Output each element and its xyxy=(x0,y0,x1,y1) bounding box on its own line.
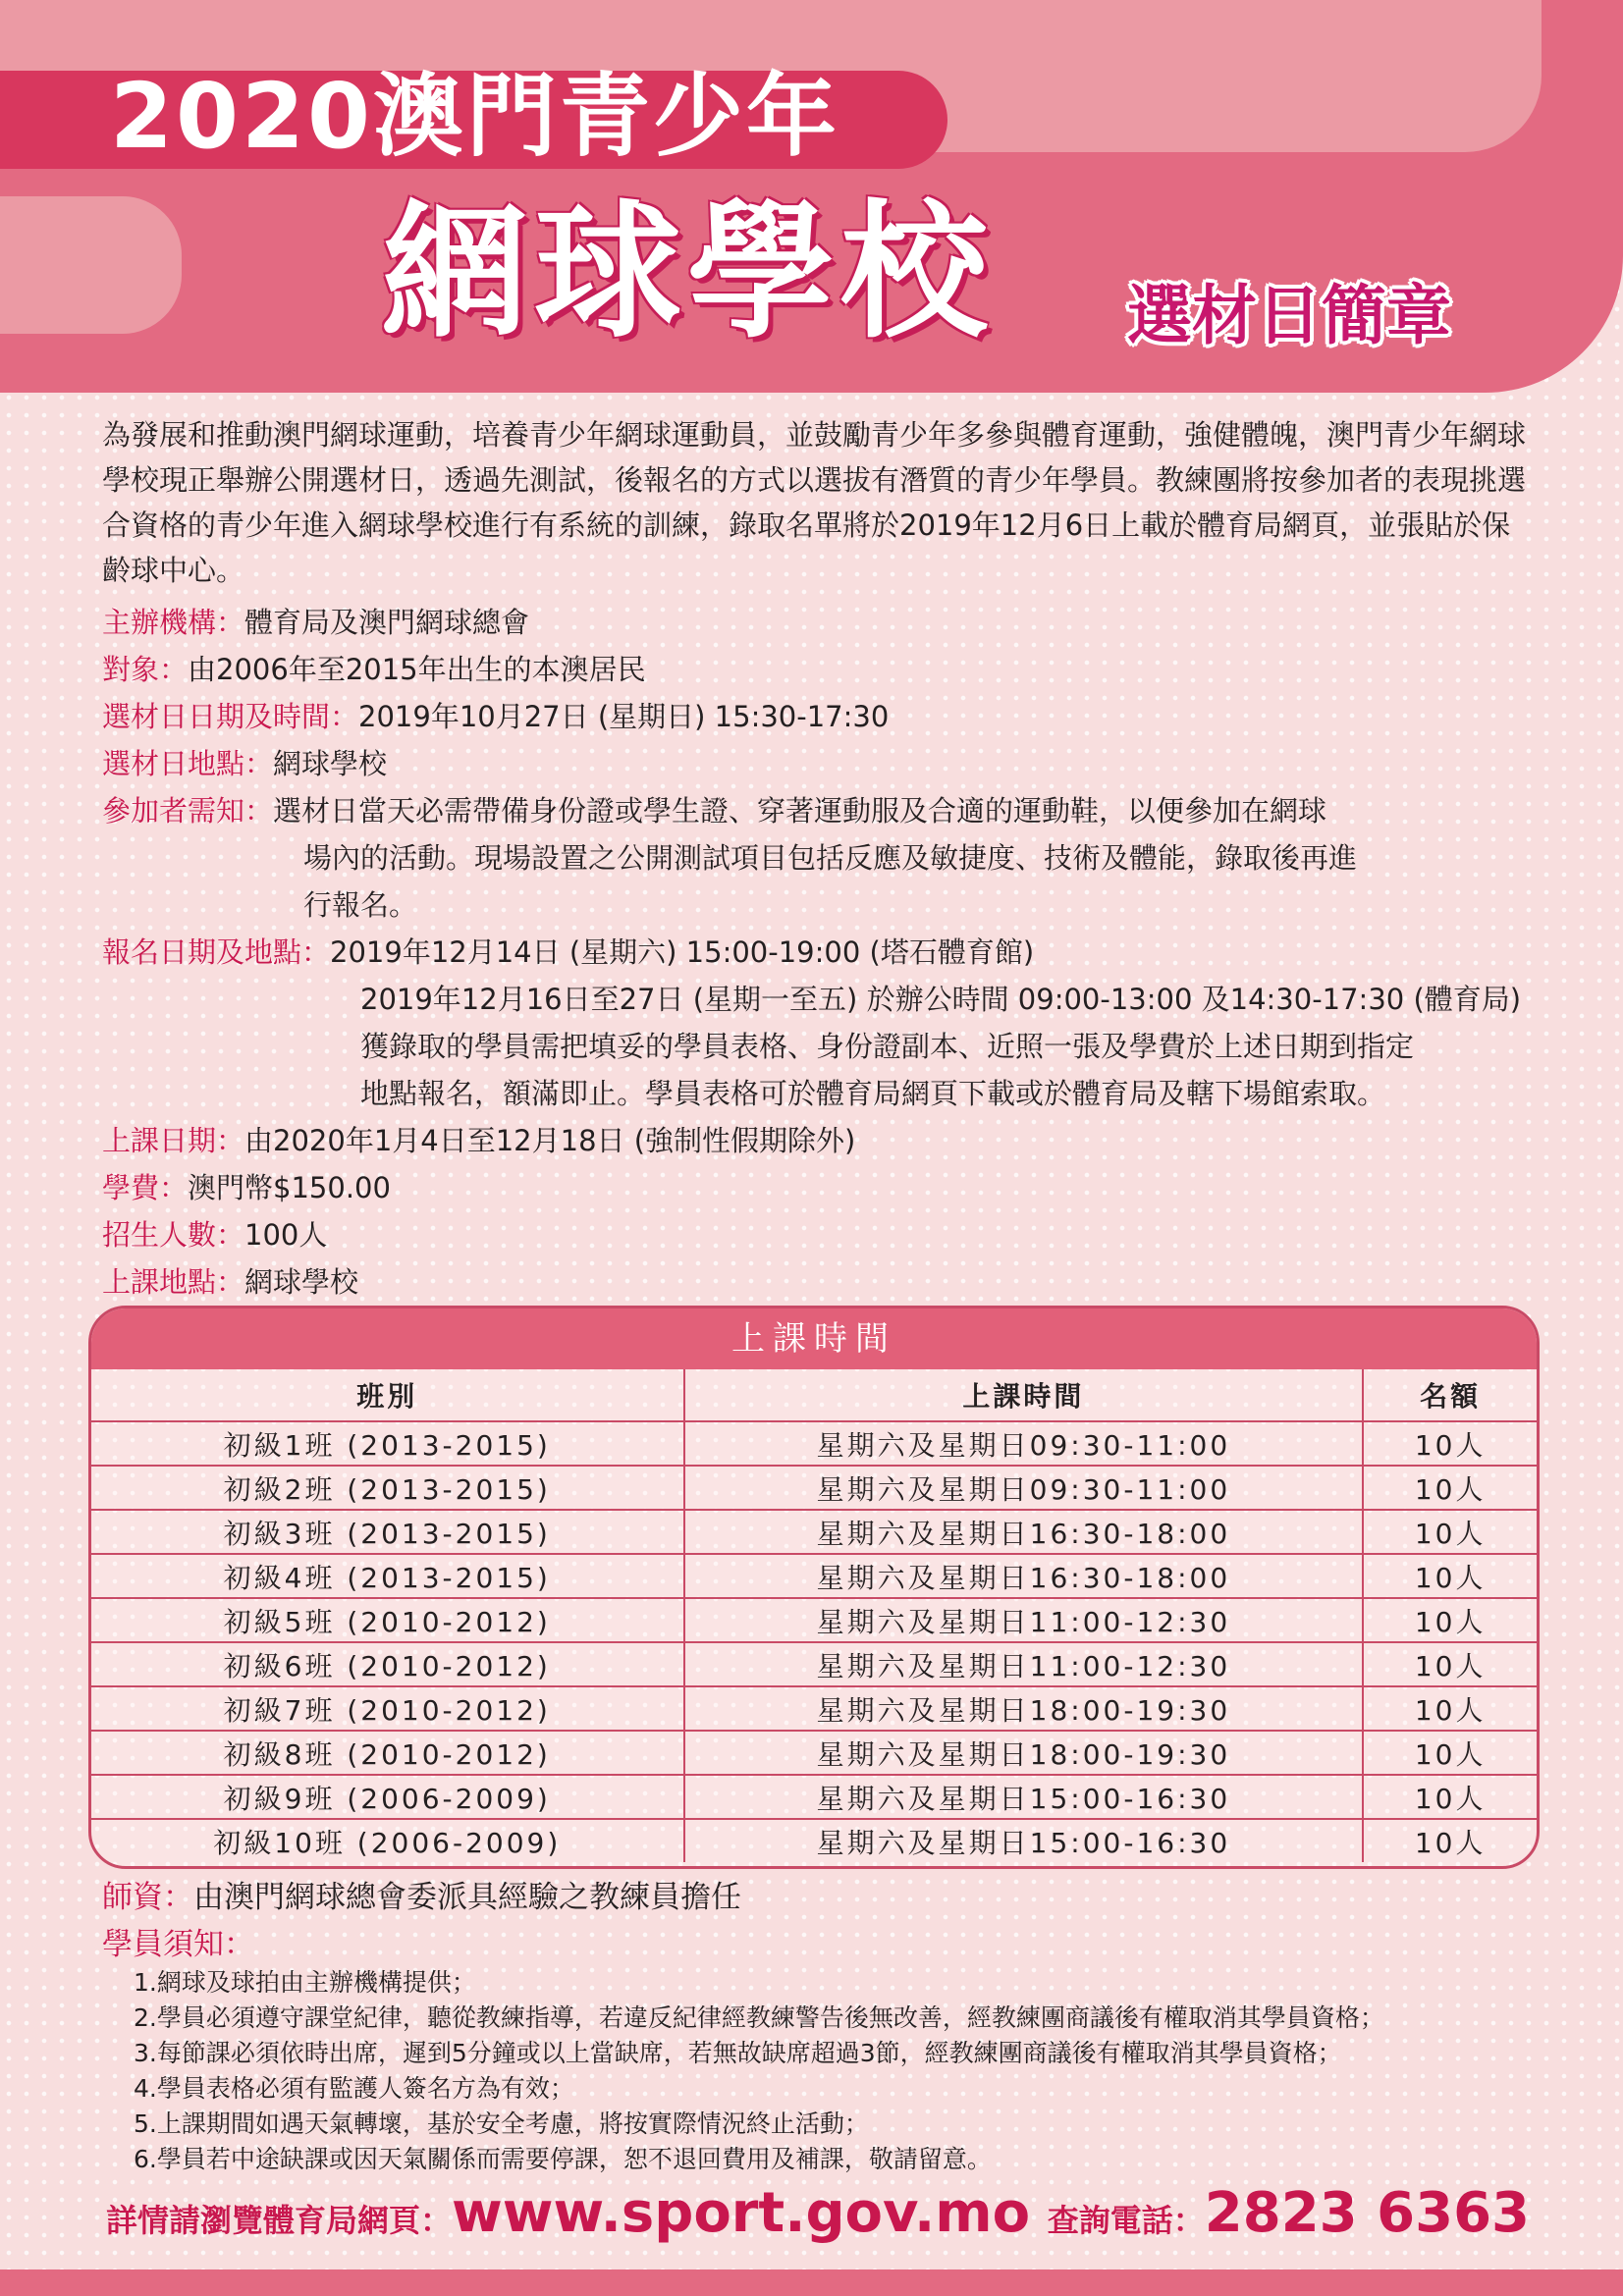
class-cell: 初級10班 (2006-2009) xyxy=(91,1819,684,1862)
registration-label: 報名日期及地點： xyxy=(102,935,331,969)
class-cell: 初級6班 (2010-2012) xyxy=(91,1642,684,1686)
footer xyxy=(106,2181,1530,2245)
notice-row xyxy=(102,787,1536,834)
quota-cell: 10人 xyxy=(1363,1731,1537,1775)
time-cell: 星期六及星期日16:30-18:00 xyxy=(684,1554,1364,1598)
quota-cell: 10人 xyxy=(1363,1642,1537,1686)
organizer-label: 主辦機構： xyxy=(102,606,245,639)
selection-venue-row xyxy=(102,740,1536,787)
target-label: 對象： xyxy=(102,653,189,686)
table-row xyxy=(91,1421,1537,1466)
header-time: 上課時間 xyxy=(684,1369,1364,1421)
quota-cell: 10人 xyxy=(1363,1510,1537,1554)
bottom-bar xyxy=(0,2269,1623,2296)
notice-continued xyxy=(102,834,1536,929)
time-cell: 星期六及星期日11:00-12:30 xyxy=(684,1598,1364,1642)
phone-label: 查詢電話： xyxy=(1047,2202,1205,2239)
table-row xyxy=(91,1731,1537,1775)
registration-continued xyxy=(102,976,1536,1117)
teachers-value: 由澳門網球總會委派具經驗之教練員擔任 xyxy=(193,1880,741,1915)
class-cell: 初級3班 (2013-2015) xyxy=(91,1510,684,1554)
target-row xyxy=(102,646,1536,693)
selection-date-value: 2019年10月27日 (星期日) 15:30-17:30 xyxy=(358,700,890,733)
selection-venue-value: 網球學校 xyxy=(273,747,388,780)
fee-label: 學費： xyxy=(102,1171,189,1204)
list-item: 1.網球及球拍由主辦機構提供； xyxy=(134,1968,476,1997)
info-section xyxy=(102,599,1536,1306)
registration-line-3: 獲錄取的學員需把填妥的學員表格、身份證副本、近照一張及學費於上述日期到指定 xyxy=(360,1030,1415,1063)
time-cell: 星期六及星期日15:00-16:30 xyxy=(684,1775,1364,1819)
target-value: 由2006年至2015年出生的本澳居民 xyxy=(188,653,646,686)
table-row xyxy=(91,1510,1537,1554)
phone-number[interactable]: 2823 6363 xyxy=(1204,2181,1530,2245)
subtitle: 選材日簡章 xyxy=(1127,278,1451,353)
class-venue-row xyxy=(102,1258,1536,1306)
header-left-pill xyxy=(0,196,182,334)
student-notes-label: 學員須知： xyxy=(102,1927,254,1962)
schedule-table xyxy=(91,1369,1537,1862)
table-row xyxy=(91,1819,1537,1862)
schedule-title: 上課時間 xyxy=(91,1308,1537,1369)
class-dates-row xyxy=(102,1117,1536,1164)
quota-cell: 10人 xyxy=(1363,1598,1537,1642)
table-header-row xyxy=(91,1369,1537,1421)
registration-row xyxy=(102,929,1536,976)
time-cell: 星期六及星期日11:00-12:30 xyxy=(684,1642,1364,1686)
selection-date-label: 選材日日期及時間： xyxy=(102,700,359,733)
main-title: 網球學校 xyxy=(381,187,995,358)
registration-line-4: 地點報名，額滿即止。學員表格可於體育局網頁下載或於體育局及轄下場館索取。 xyxy=(360,1077,1386,1110)
organizer-value: 體育局及澳門網球總會 xyxy=(244,606,530,639)
schedule-table-box xyxy=(88,1306,1540,1869)
quota-cell: 10人 xyxy=(1363,1819,1537,1862)
class-dates-value: 由2020年1月4日至12月18日 (強制性假期除外) xyxy=(244,1124,856,1157)
list-item: 2.學員必須遵守課堂紀律，聽從教練指導，若違反紀律經教練警告後無改善，經教練團商議後有權取消其學員資格； xyxy=(134,2003,1384,2032)
quota-cell: 10人 xyxy=(1363,1686,1537,1731)
teachers-label: 師資： xyxy=(102,1880,193,1915)
table-row xyxy=(91,1554,1537,1598)
table-row xyxy=(91,1642,1537,1686)
class-cell: 初級1班 (2013-2015) xyxy=(91,1421,684,1466)
student-notes-list xyxy=(134,1965,1384,2177)
selection-venue-label: 選材日地點： xyxy=(102,747,274,780)
notice-line-1: 選材日當天必需帶備身份證或學生證、穿著運動服及合適的運動鞋，以便參加在網球 xyxy=(273,794,1327,828)
notice-line-3: 行報名。 xyxy=(303,888,418,922)
class-dates-label: 上課日期： xyxy=(102,1124,245,1157)
organizer-row xyxy=(102,599,1536,646)
table-row xyxy=(91,1466,1537,1510)
intro-paragraph: 為發展和推動澳門網球運動，培養青少年網球運動員，並鼓勵青少年多參與體育運動，強健體魄，澳門青少年網球學校現正舉辦公開選材日，透過先測試，後報名的方式以選拔有潛質的青少年學員。教練團將按參加者的表現挑選合資格的青少年進入網球學校進行有系統的訓練，錄取名單將於2019年12月6日上載於體育局網頁，並張貼於保齡球中心。 xyxy=(102,418,1527,587)
table-row xyxy=(91,1775,1537,1819)
quota-cell: 10人 xyxy=(1363,1775,1537,1819)
teachers-row xyxy=(102,1873,741,1922)
class-cell: 初級2班 (2013-2015) xyxy=(91,1466,684,1510)
selection-date-row xyxy=(102,693,1536,740)
list-item: 4.學員表格必須有監護人簽名方為有效； xyxy=(134,2074,574,2103)
quota-cell: 10人 xyxy=(1363,1466,1537,1510)
header-class: 班別 xyxy=(91,1369,684,1421)
time-cell: 星期六及星期日09:30-11:00 xyxy=(684,1466,1364,1510)
list-item: 5.上課期間如遇天氣轉壞，基於安全考慮，將按實際情況終止活動； xyxy=(134,2109,869,2138)
list-item: 6.學員若中途缺課或因天氣關係而需要停課，恕不退回費用及補課，敬請留意。 xyxy=(134,2145,992,2173)
table-row xyxy=(91,1598,1537,1642)
time-cell: 星期六及星期日18:00-19:30 xyxy=(684,1686,1364,1731)
year-title: 2020澳門青少年 xyxy=(110,64,840,169)
fee-row xyxy=(102,1164,1536,1211)
quota-row xyxy=(102,1211,1536,1258)
list-item: 3.每節課必須依時出席，遲到5分鐘或以上當缺席，若無故缺席超過3節，經教練團商議後有權取消其學員資格； xyxy=(134,2039,1342,2067)
quota-cell: 10人 xyxy=(1363,1421,1537,1466)
quota-cell: 10人 xyxy=(1363,1554,1537,1598)
registration-line-2: 2019年12月16日至27日 (星期一至五) 於辦公時間 09:00-13:00 及14:30-17:30 (體育局) xyxy=(360,983,1522,1016)
registration-line-1: 2019年12月14日 (星期六) 15:00-19:00 (塔石體育館) xyxy=(330,935,1035,969)
class-venue-label: 上課地點： xyxy=(102,1265,245,1299)
class-cell: 初級9班 (2006-2009) xyxy=(91,1775,684,1819)
class-cell: 初級8班 (2010-2012) xyxy=(91,1731,684,1775)
website-label: 詳情請瀏覽體育局網頁： xyxy=(106,2202,453,2239)
notice-label: 參加者需知： xyxy=(102,794,274,828)
header-quota: 名額 xyxy=(1363,1369,1537,1421)
table-row xyxy=(91,1686,1537,1731)
class-cell: 初級4班 (2013-2015) xyxy=(91,1554,684,1598)
class-cell: 初級7班 (2010-2012) xyxy=(91,1686,684,1731)
time-cell: 星期六及星期日16:30-18:00 xyxy=(684,1510,1364,1554)
time-cell: 星期六及星期日09:30-11:00 xyxy=(684,1421,1364,1466)
time-cell: 星期六及星期日15:00-16:30 xyxy=(684,1819,1364,1862)
class-venue-value: 網球學校 xyxy=(244,1265,359,1299)
time-cell: 星期六及星期日18:00-19:30 xyxy=(684,1731,1364,1775)
notice-line-2: 場內的活動。現場設置之公開測試項目包括反應及敏捷度、技術及體能，錄取後再進 xyxy=(303,841,1358,875)
quota-label: 招生人數： xyxy=(102,1218,245,1252)
website-link[interactable]: www.sport.gov.mo xyxy=(452,2181,1031,2245)
class-cell: 初級5班 (2010-2012) xyxy=(91,1598,684,1642)
quota-value: 100人 xyxy=(244,1218,328,1252)
fee-value: 澳門幣$150.00 xyxy=(188,1171,391,1204)
